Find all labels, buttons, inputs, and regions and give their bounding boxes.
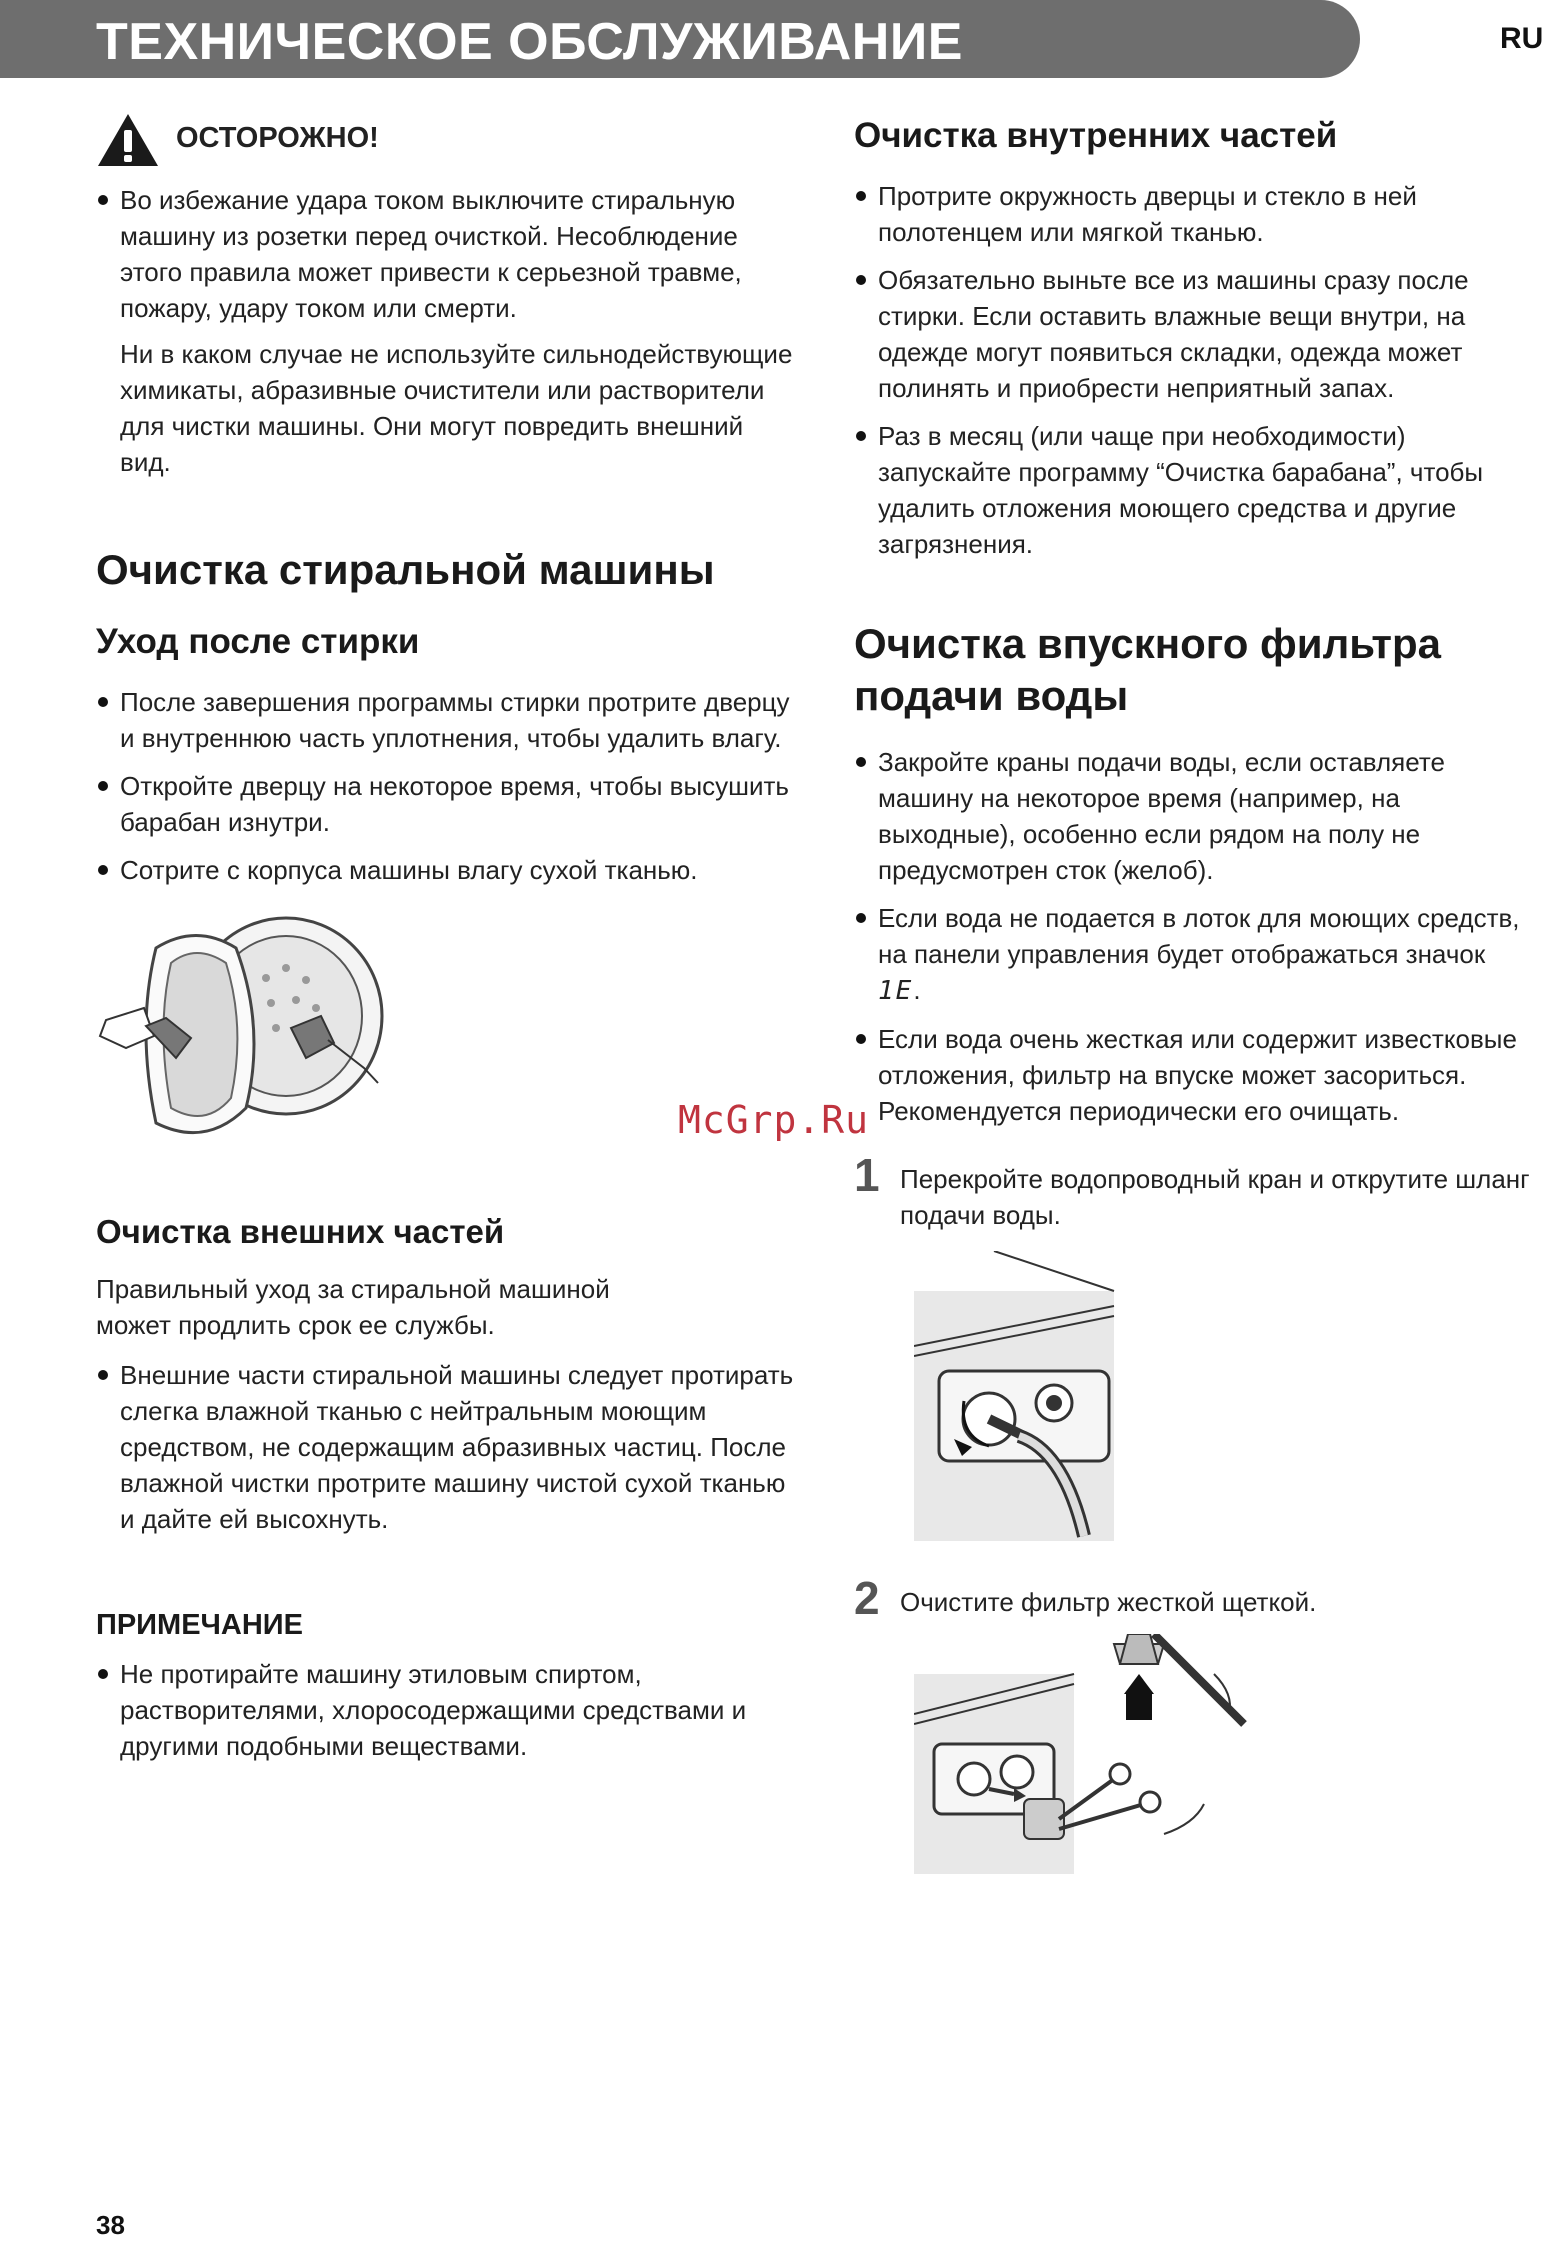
bullet-dot	[98, 1669, 108, 1679]
after-wash-list	[96, 684, 796, 888]
caution-paragraph: Ни в каком случае не используйте сильнодействующие химикаты, абразивные очистители или растворители для чистки машины. Они могут повредить внешний вид.	[120, 339, 793, 477]
period: .	[913, 975, 921, 1005]
bullet-dot	[856, 757, 866, 767]
list-item-text: После завершения программы стирки протрите дверцу и внутреннюю часть уплотнения, чтобы удалить влагу.	[120, 687, 790, 753]
list-item-text: Откройте дверцу на некоторое время, чтобы высушить барабан изнутри.	[120, 771, 789, 837]
subsection-after-wash: Уход после стирки	[96, 622, 420, 661]
list-item	[854, 262, 1534, 406]
list-item	[854, 418, 1534, 562]
list-item	[854, 178, 1534, 250]
note-title: ПРИМЕЧАНИЕ	[96, 1609, 303, 1641]
list-item	[96, 768, 796, 840]
list-item	[854, 900, 1534, 1009]
bullet-dot	[856, 191, 866, 201]
filter-title-line1: Очистка впускного фильтра	[854, 620, 1441, 667]
list-item-text: Протрите окружность дверцы и стекло в ней полотенцем или мягкой тканью.	[878, 181, 1417, 247]
list-item-text: Сотрите с корпуса машины влагу сухой тканью.	[120, 855, 698, 885]
bullet-dot	[856, 431, 866, 441]
note-bullet	[96, 1656, 796, 1764]
step-2	[854, 1572, 1534, 1624]
list-item-text: Если вода очень жесткая или содержит известковые отложения, фильтр на впуске может засориться. Рекомендуется периодически его очищать.	[878, 1024, 1517, 1126]
section-title-filter	[854, 618, 1534, 722]
page-title: ТЕХНИЧЕСКОЕ ОБСЛУЖИВАНИЕ	[96, 13, 963, 71]
list-item	[96, 852, 796, 888]
watermark: McGrp.Ru	[678, 1098, 870, 1142]
caution-heading	[96, 110, 796, 170]
caution-title: ОСТОРОЖНО!	[176, 122, 379, 154]
bullet-dot	[98, 781, 108, 791]
language-code: RU	[1500, 22, 1544, 55]
filter-brush-illustration	[914, 1634, 1274, 1874]
list-item	[854, 744, 1534, 888]
list-item	[854, 1021, 1534, 1129]
note-bullet-text: Не протирайте машину этиловым спиртом, растворителями, хлоросодержащими средствами и другими подобными веществами.	[120, 1659, 747, 1761]
subsection-interior: Очистка внутренних частей	[854, 116, 1338, 155]
step-text: Перекройте водопроводный кран и открутите шланг подачи воды.	[900, 1164, 1530, 1230]
error-code-1e: 1E	[878, 976, 914, 1006]
exterior-intro: Правильный уход за стиральной машиной может продлить срок ее службы.	[96, 1274, 610, 1340]
bullet-dot	[856, 1034, 866, 1044]
step-number: 2	[854, 1572, 880, 1624]
bullet-dot	[98, 1370, 108, 1380]
bullet-dot	[98, 697, 108, 707]
filter-title-line2: подачи воды	[854, 672, 1129, 719]
list-item-text: Раз в месяц (или чаще при необходимости) запускайте программу “Очистка барабана”, чтобы удалить отложения моющего средства и другие загрязнения.	[878, 421, 1484, 559]
subsection-exterior: Очистка внешних частей	[96, 1213, 505, 1250]
caution-bullet	[96, 182, 796, 326]
hose-valve-illustration	[914, 1251, 1124, 1541]
filter-list	[854, 744, 1534, 1129]
step-1	[854, 1149, 1534, 1233]
exterior-bullet	[96, 1357, 796, 1537]
exterior-bullet-text: Внешние части стиральной машины следует протирать слегка влажной тканью с нейтральным моющим средством, не содержащим абразивных частиц. После влажной чистки протрите машину чистой сухой тканью и дайте ей высохнуть.	[120, 1360, 794, 1534]
step-text: Очистите фильтр жесткой щеткой.	[900, 1587, 1317, 1617]
bullet-dot	[856, 913, 866, 923]
warning-icon	[96, 112, 160, 168]
section-title-washer: Очистка стиральной машины	[96, 546, 715, 593]
page-number: 38	[96, 2210, 125, 2240]
right-column	[854, 116, 1534, 1879]
interior-list	[854, 178, 1534, 562]
caution-bullet-text: Во избежание удара током выключите стиральную машину из розетки перед очисткой. Несоблюдение этого правила может привести к серьезной травме, пожару, удару током или смерти.	[120, 185, 742, 323]
list-item	[96, 684, 796, 756]
step-number: 1	[854, 1149, 880, 1201]
bullet-dot	[98, 865, 108, 875]
list-item-text: Обязательно выньте все из машины сразу после стирки. Если оставить влажные вещи внутри, на одежде могут появиться складки, одежда может полинять и приобрести неприятный запах.	[878, 265, 1469, 403]
list-item-text: Если вода не подается в лоток для моющих средств, на панели управления будет отображаться значок	[878, 903, 1520, 969]
bullet-dot	[98, 195, 108, 205]
washer-door-illustration	[96, 908, 386, 1148]
bullet-dot	[856, 275, 866, 285]
header-banner	[0, 0, 1360, 78]
left-column	[96, 110, 796, 1764]
list-item-text: Закройте краны подачи воды, если оставляете машину на некоторое время (например, на выходные), особенно если рядом на полу не предусмотрен сток (желоб).	[878, 747, 1445, 885]
